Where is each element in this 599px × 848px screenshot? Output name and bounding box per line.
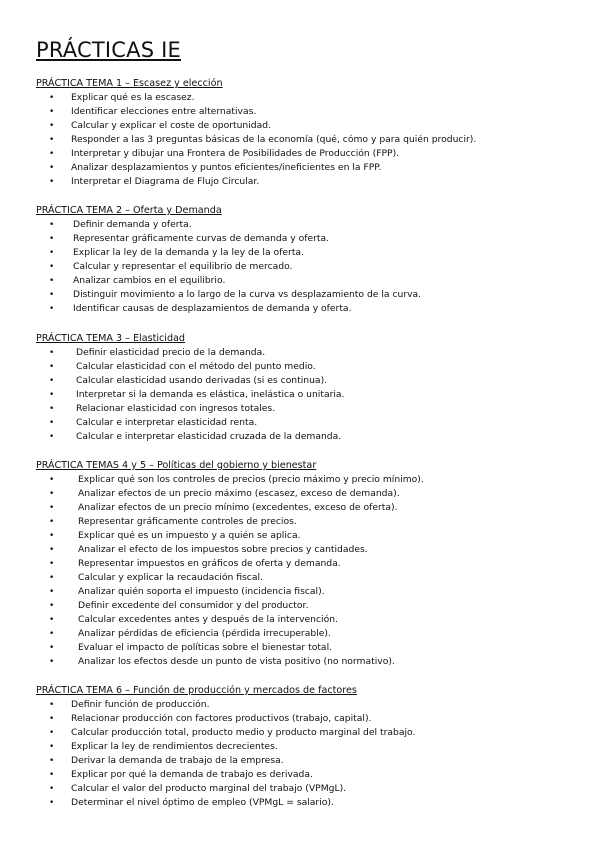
list-item-text: Interpretar el Diagrama de Flujo Circular.	[71, 176, 260, 187]
section-heading: PRÁCTICA TEMA 6 – Función de producción y mercados de factores	[36, 685, 357, 696]
bullet-icon: •	[49, 489, 55, 499]
list-item	[36, 246, 576, 260]
list-item	[36, 416, 576, 430]
list-item-text: Calcular excedentes antes y después de la intervención.	[78, 614, 338, 625]
list-item	[36, 260, 576, 274]
list-item	[36, 288, 576, 302]
list-item-text: Definir elasticidad precio de la demanda.	[76, 347, 266, 358]
list-item-text: Analizar cambios en el equilibrio.	[73, 275, 226, 286]
list-item-text: Definir función de producción.	[71, 699, 210, 710]
bullet-icon: •	[49, 149, 55, 159]
list-item-text: Calcular e interpretar elasticidad cruzada de la demanda.	[76, 431, 342, 442]
bullet-icon: •	[49, 728, 55, 738]
list-item-text: Definir excedente del consumidor y del productor.	[78, 600, 309, 611]
bullet-icon: •	[49, 531, 55, 541]
list-item	[36, 232, 576, 246]
list-item-text: Analizar el efecto de los impuestos sobre precios y cantidades.	[78, 544, 368, 555]
section-list	[36, 473, 576, 669]
list-item-text: Definir demanda y oferta.	[73, 219, 192, 230]
bullet-icon: •	[49, 517, 55, 527]
list-item	[36, 782, 576, 796]
list-item-text: Representar gráficamente curvas de demanda y oferta.	[73, 233, 330, 244]
list-item	[36, 712, 576, 726]
bullet-icon: •	[49, 432, 55, 442]
list-item-text: Calcular e interpretar elasticidad renta.	[76, 417, 258, 428]
list-item-text: Analizar efectos de un precio máximo (escasez, exceso de demanda).	[78, 488, 400, 499]
list-item-text: Explicar la ley de la demanda y la ley de la oferta.	[73, 247, 304, 258]
list-item	[36, 796, 576, 810]
bullet-icon: •	[49, 629, 55, 639]
list-item	[36, 543, 576, 557]
list-item-text: Identificar elecciones entre alternativas.	[71, 106, 257, 117]
bullet-icon: •	[49, 93, 55, 103]
section-list	[36, 346, 576, 444]
bullet-icon: •	[49, 177, 55, 187]
list-item	[36, 302, 576, 316]
list-item-text: Calcular y explicar la recaudación fiscal.	[78, 572, 263, 583]
list-item	[36, 557, 576, 571]
list-item	[36, 147, 576, 161]
list-item-text: Analizar efectos de un precio mínimo (excedentes, exceso de oferta).	[78, 502, 398, 513]
list-item-text: Evaluar el impacto de políticas sobre el bienestar total.	[78, 642, 333, 653]
list-item-text: Explicar la ley de rendimientos decrecientes.	[71, 741, 278, 752]
list-item-text: Representar gráficamente controles de precios.	[78, 516, 297, 527]
bullet-icon: •	[49, 290, 55, 300]
section-5	[36, 684, 576, 810]
list-item	[36, 613, 576, 627]
bullet-icon: •	[49, 418, 55, 428]
list-item-text: Calcular el valor del producto marginal del trabajo (VPMgL).	[71, 783, 347, 794]
list-item	[36, 161, 576, 175]
bullet-icon: •	[49, 475, 55, 485]
bullet-icon: •	[49, 390, 55, 400]
section-1	[36, 77, 576, 189]
section-heading: PRÁCTICA TEMAS 4 y 5 – Políticas del gobierno y bienestar	[36, 460, 317, 471]
bullet-icon: •	[49, 700, 55, 710]
list-item-text: Explicar qué es un impuesto y a quién se aplica.	[78, 530, 301, 541]
list-item	[36, 501, 576, 515]
list-item	[36, 698, 576, 712]
list-item	[36, 360, 576, 374]
list-item	[36, 374, 576, 388]
section-heading: PRÁCTICA TEMA 1 – Escasez y elección	[36, 78, 223, 89]
list-item-text: Analizar quién soporta el impuesto (incidencia fiscal).	[78, 586, 325, 597]
list-item-text: Determinar el nivel óptimo de empleo (VPMgL = salario).	[71, 797, 334, 808]
section-3	[36, 332, 576, 444]
bullet-icon: •	[49, 643, 55, 653]
list-item-text: Calcular elasticidad con el método del punto medio.	[76, 361, 316, 372]
list-item-text: Analizar desplazamientos y puntos eficientes/ineficientes en la FPP.	[71, 162, 382, 173]
list-item	[36, 768, 576, 782]
page-title: PRÁCTICAS IE	[36, 38, 181, 62]
list-item	[36, 388, 576, 402]
list-item-text: Interpretar si la demanda es elástica, inelástica o unitaria.	[76, 389, 345, 400]
bullet-icon: •	[49, 220, 55, 230]
list-item	[36, 599, 576, 613]
bullet-icon: •	[49, 276, 55, 286]
bullet-icon: •	[49, 503, 55, 513]
section-list	[36, 91, 576, 189]
bullet-icon: •	[49, 163, 55, 173]
list-item	[36, 402, 576, 416]
list-item	[36, 529, 576, 543]
list-item-text: Relacionar producción con factores productivos (trabajo, capital).	[71, 713, 372, 724]
list-item	[36, 585, 576, 599]
bullet-icon: •	[49, 348, 55, 358]
bullet-icon: •	[49, 601, 55, 611]
list-item	[36, 515, 576, 529]
list-item	[36, 133, 576, 147]
list-item	[36, 487, 576, 501]
section-heading: PRÁCTICA TEMA 2 – Oferta y Demanda	[36, 205, 222, 216]
list-item	[36, 119, 576, 133]
list-item	[36, 571, 576, 585]
list-item	[36, 430, 576, 444]
bullet-icon: •	[49, 545, 55, 555]
section-4	[36, 459, 576, 669]
bullet-icon: •	[49, 784, 55, 794]
list-item	[36, 754, 576, 768]
bullet-icon: •	[49, 742, 55, 752]
list-item-text: Interpretar y dibujar una Frontera de Posibilidades de Producción (FPP).	[71, 148, 400, 159]
list-item-text: Explicar qué son los controles de precios (precio máximo y precio mínimo).	[78, 474, 424, 485]
list-item-text: Analizar los efectos desde un punto de vista positivo (no normativo).	[78, 656, 395, 667]
bullet-icon: •	[49, 248, 55, 258]
list-item	[36, 218, 576, 232]
bullet-icon: •	[49, 304, 55, 314]
section-list	[36, 698, 576, 810]
list-item-text: Explicar qué es la escasez.	[71, 92, 195, 103]
bullet-icon: •	[49, 376, 55, 386]
list-item	[36, 91, 576, 105]
bullet-icon: •	[49, 756, 55, 766]
list-item-text: Representar impuestos en gráficos de oferta y demanda.	[78, 558, 341, 569]
list-item-text: Identificar causas de desplazamientos de demanda y oferta.	[73, 303, 352, 314]
section-list	[36, 218, 576, 316]
list-item-text: Relacionar elasticidad con ingresos totales.	[76, 403, 276, 414]
bullet-icon: •	[49, 714, 55, 724]
list-item	[36, 740, 576, 754]
section-heading: PRÁCTICA TEMA 3 – Elasticidad	[36, 333, 185, 344]
list-item	[36, 105, 576, 119]
list-item	[36, 473, 576, 487]
list-item-text: Calcular producción total, producto medio y producto marginal del trabajo.	[71, 727, 416, 738]
bullet-icon: •	[49, 587, 55, 597]
bullet-icon: •	[49, 798, 55, 808]
bullet-icon: •	[49, 657, 55, 667]
list-item-text: Calcular y explicar el coste de oportunidad.	[71, 120, 271, 131]
list-item-text: Responder a las 3 preguntas básicas de la economía (qué, cómo y para quién producir).	[71, 134, 477, 145]
list-item	[36, 641, 576, 655]
list-item	[36, 175, 576, 189]
list-item-text: Distinguir movimiento a lo largo de la curva vs desplazamiento de la curva.	[73, 289, 422, 300]
bullet-icon: •	[49, 573, 55, 583]
section-2	[36, 204, 576, 316]
list-item	[36, 726, 576, 740]
bullet-icon: •	[49, 404, 55, 414]
list-item-text: Calcular elasticidad usando derivadas (si es continua).	[76, 375, 328, 386]
bullet-icon: •	[49, 121, 55, 131]
bullet-icon: •	[49, 234, 55, 244]
list-item	[36, 346, 576, 360]
list-item-text: Derivar la demanda de trabajo de la empresa.	[71, 755, 284, 766]
list-item-text: Calcular y representar el equilibrio de mercado.	[73, 261, 293, 272]
bullet-icon: •	[49, 559, 55, 569]
bullet-icon: •	[49, 262, 55, 272]
list-item-text: Analizar pérdidas de eficiencia (pérdida irrecuperable).	[78, 628, 331, 639]
bullet-icon: •	[49, 615, 55, 625]
bullet-icon: •	[49, 135, 55, 145]
bullet-icon: •	[49, 362, 55, 372]
bullet-icon: •	[49, 107, 55, 117]
list-item	[36, 627, 576, 641]
list-item	[36, 274, 576, 288]
list-item-text: Explicar por qué la demanda de trabajo es derivada.	[71, 769, 313, 780]
list-item	[36, 655, 576, 669]
bullet-icon: •	[49, 770, 55, 780]
